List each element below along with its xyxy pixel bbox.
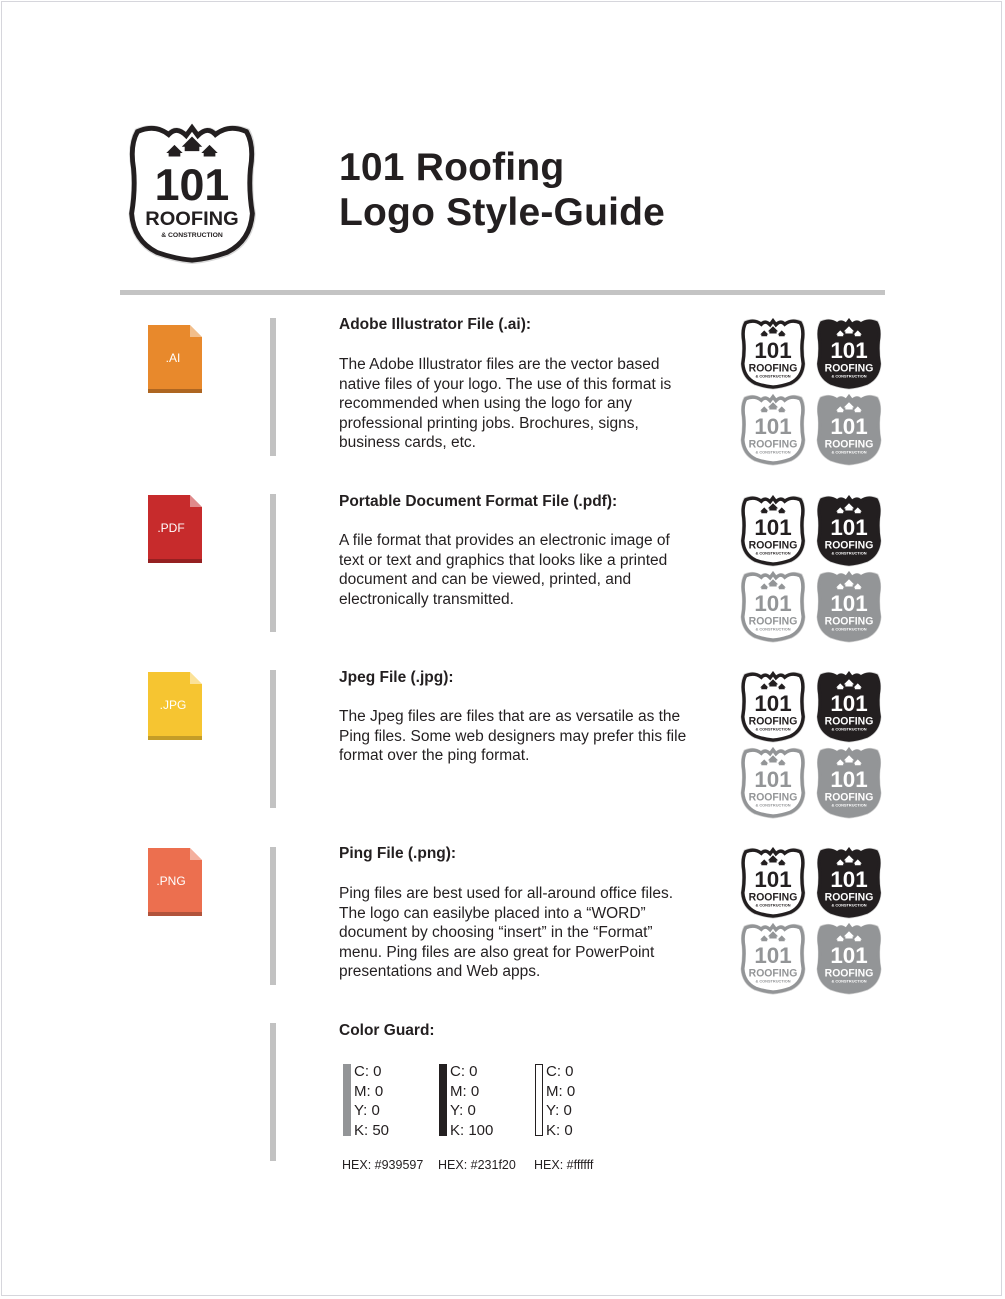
logo-tagline: & CONSTRUCTION bbox=[755, 550, 791, 556]
logo-number: 101 bbox=[754, 413, 792, 439]
logo-filled-gray bbox=[811, 569, 887, 643]
logo-outline-black bbox=[735, 669, 811, 743]
logo-tagline: & CONSTRUCTION bbox=[755, 373, 791, 379]
title-line-1: 101 Roofing bbox=[339, 146, 565, 189]
logo-filled-black bbox=[811, 493, 887, 567]
section-divider bbox=[270, 494, 276, 632]
logo-filled-gray bbox=[811, 921, 887, 995]
logo-number: 101 bbox=[754, 942, 792, 968]
hex-white: HEX: #ffffff bbox=[534, 1158, 594, 1172]
pdf-icon-label: .PDF bbox=[157, 521, 185, 535]
logo-variants-ai bbox=[735, 316, 887, 466]
logo-wordmark: ROOFING bbox=[824, 891, 874, 904]
section-body-ai: The Adobe Illustrator files are the vector based native files of your logo. The use of this format is recommended when using the logo for any professional printing jobs. Brochures, signs, business cards, etc. bbox=[339, 356, 672, 452]
section-divider bbox=[270, 670, 276, 808]
section-body-pdf: A file format that provides an electronic image of text or text and graphics that looks like a printed document and can be viewed, printed, and electronically transmitted. bbox=[339, 532, 670, 608]
title-line-2: Logo Style-Guide bbox=[339, 191, 666, 234]
logo-outline-black bbox=[735, 316, 811, 390]
swatch-y: Y: 0 bbox=[354, 1102, 380, 1120]
logo-variants-jpg bbox=[735, 669, 887, 819]
logo-outline-black bbox=[735, 493, 811, 567]
logo-filled-gray bbox=[811, 392, 887, 466]
section-divider bbox=[270, 318, 276, 456]
logo-wordmark: ROOFING bbox=[748, 791, 798, 804]
logo-tagline: & CONSTRUCTION bbox=[755, 802, 791, 808]
logo-number: 101 bbox=[754, 514, 792, 540]
logo-number: 101 bbox=[830, 866, 868, 892]
swatch-m: M: 0 bbox=[546, 1082, 576, 1100]
section-title-ai: Adobe Illustrator File (.ai): bbox=[339, 316, 532, 333]
section-title-jpg: Jpeg File (.jpg): bbox=[339, 669, 454, 686]
swatch-k: K: 0 bbox=[546, 1121, 573, 1139]
swatch-y: Y: 0 bbox=[450, 1102, 476, 1120]
logo-tagline: & CONSTRUCTION bbox=[831, 802, 867, 808]
jpg-icon-label: .JPG bbox=[159, 698, 187, 712]
swatch-m: M: 0 bbox=[450, 1082, 480, 1100]
logo-wordmark: ROOFING bbox=[824, 438, 874, 451]
hex-black: HEX: #231f20 bbox=[438, 1158, 516, 1172]
swatch-k: K: 100 bbox=[450, 1121, 494, 1139]
section-title-pdf: Portable Document Format File (.pdf): bbox=[339, 493, 618, 510]
logo-number: 101 bbox=[830, 590, 868, 616]
logo-number: 101 bbox=[754, 866, 792, 892]
jpg-file-icon bbox=[148, 672, 202, 740]
logo-number: 101 bbox=[830, 690, 868, 716]
logo-wordmark: ROOFING bbox=[748, 362, 798, 375]
swatch-k: K: 50 bbox=[354, 1121, 390, 1139]
logo-tagline: & CONSTRUCTION bbox=[755, 902, 791, 908]
section-divider bbox=[270, 847, 276, 985]
logo-number: 101 bbox=[830, 514, 868, 540]
swatch-c: C: 0 bbox=[354, 1063, 382, 1080]
swatch-y: Y: 0 bbox=[546, 1102, 572, 1120]
section-title-png: Ping File (.png): bbox=[339, 845, 457, 862]
logo-number: 101 bbox=[830, 766, 868, 792]
png-file-icon bbox=[148, 848, 202, 916]
swatch-bar bbox=[439, 1064, 447, 1136]
header-divider bbox=[120, 290, 885, 295]
logo-wordmark: ROOFING bbox=[824, 715, 874, 728]
brand-logo bbox=[118, 118, 266, 266]
page-title bbox=[339, 145, 665, 235]
logo-tagline: & CONSTRUCTION bbox=[831, 726, 867, 732]
logo-wordmark: ROOFING bbox=[824, 539, 874, 552]
section-divider bbox=[270, 1023, 276, 1161]
pdf-file-icon bbox=[148, 495, 202, 563]
logo-outline-gray bbox=[735, 569, 811, 643]
swatch-bar bbox=[535, 1064, 543, 1136]
logo-tagline: & CONSTRUCTION bbox=[831, 978, 867, 984]
swatch-bar bbox=[343, 1064, 351, 1136]
logo-tagline: & CONSTRUCTION bbox=[831, 550, 867, 556]
logo-wordmark: ROOFING bbox=[824, 362, 874, 375]
logo-wordmark: ROOFING bbox=[748, 539, 798, 552]
logo-number: 101 bbox=[754, 766, 792, 792]
logo-tagline: & CONSTRUCTION bbox=[831, 902, 867, 908]
logo-outline-gray bbox=[735, 745, 811, 819]
logo-tagline: & CONSTRUCTION bbox=[755, 449, 791, 455]
logo-wordmark: ROOFING bbox=[748, 615, 798, 628]
logo-wordmark: ROOFING bbox=[145, 208, 239, 231]
png-icon-label: .PNG bbox=[156, 874, 186, 888]
ai-icon-label: .AI bbox=[165, 351, 181, 365]
logo-number: 101 bbox=[754, 590, 792, 616]
logo-tagline: & CONSTRUCTION bbox=[831, 449, 867, 455]
logo-wordmark: ROOFING bbox=[824, 791, 874, 804]
logo-wordmark: ROOFING bbox=[748, 967, 798, 980]
swatch-m: M: 0 bbox=[354, 1082, 384, 1100]
logo-wordmark: ROOFING bbox=[748, 715, 798, 728]
logo-number: 101 bbox=[154, 159, 230, 210]
logo-filled-black bbox=[811, 845, 887, 919]
logo-number: 101 bbox=[830, 337, 868, 363]
logo-filled-black bbox=[811, 669, 887, 743]
logo-number: 101 bbox=[830, 413, 868, 439]
logo-wordmark: ROOFING bbox=[748, 891, 798, 904]
logo-outline-gray bbox=[735, 921, 811, 995]
logo-wordmark: ROOFING bbox=[824, 967, 874, 980]
logo-filled-black bbox=[811, 316, 887, 390]
swatch-c: C: 0 bbox=[450, 1063, 478, 1080]
logo-tagline: & CONSTRUCTION bbox=[755, 726, 791, 732]
logo-number: 101 bbox=[754, 690, 792, 716]
swatch-c: C: 0 bbox=[546, 1063, 574, 1080]
logo-tagline: & CONSTRUCTION bbox=[755, 978, 791, 984]
logo-number: 101 bbox=[830, 942, 868, 968]
color-guard-title: Color Guard: bbox=[339, 1022, 435, 1039]
hex-gray: HEX: #939597 bbox=[342, 1158, 424, 1172]
logo-wordmark: ROOFING bbox=[824, 615, 874, 628]
section-body-jpg: The Jpeg files are files that are as versatile as the Ping files. Some web designers may prefer this file format over the ping format. bbox=[339, 708, 687, 765]
logo-variants-png bbox=[735, 845, 887, 995]
logo-outline-gray bbox=[735, 392, 811, 466]
logo-outline-black bbox=[735, 845, 811, 919]
logo-number: 101 bbox=[754, 337, 792, 363]
logo-tagline: & CONSTRUCTION bbox=[755, 626, 791, 632]
logo-tagline: & CONSTRUCTION bbox=[161, 231, 223, 239]
ai-file-icon bbox=[148, 325, 202, 393]
logo-variants-pdf bbox=[735, 493, 887, 643]
logo-filled-gray bbox=[811, 745, 887, 819]
section-body-png: Ping files are best used for all-around office files. The logo can easilybe placed into a “WORD” document by choosing “insert” in the “Format” menu. Ping files are also great for PowerPoint presentations and Web apps. bbox=[339, 885, 674, 981]
logo-wordmark: ROOFING bbox=[748, 438, 798, 451]
logo-tagline: & CONSTRUCTION bbox=[831, 373, 867, 379]
logo-tagline: & CONSTRUCTION bbox=[831, 626, 867, 632]
